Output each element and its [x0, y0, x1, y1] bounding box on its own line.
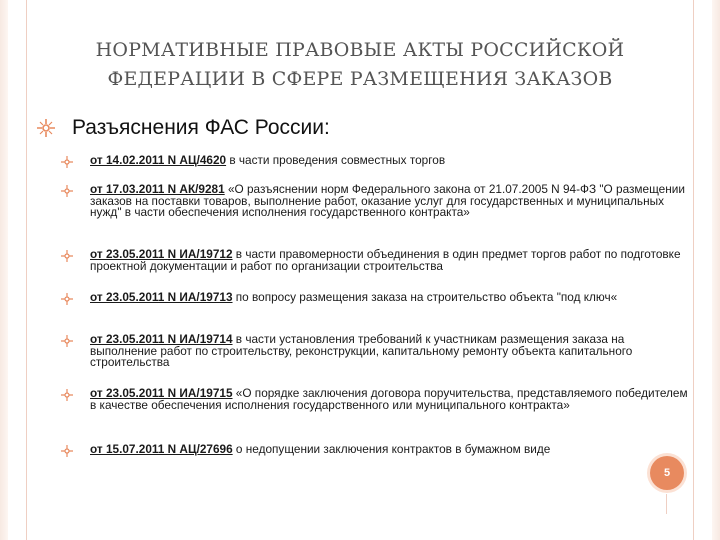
page-number: 5 — [650, 456, 684, 490]
left-frame-line — [26, 0, 27, 540]
star-bullet-icon — [60, 444, 74, 458]
page-number-stem — [666, 494, 667, 514]
list-item-text — [90, 292, 617, 306]
list-item-text — [90, 388, 690, 411]
list-item — [60, 388, 690, 411]
list-item — [60, 184, 690, 219]
document-link[interactable]: от 17.03.2011 N АК/9281 — [90, 182, 225, 196]
slide-title-line-1: НОРМАТИВНЫЕ ПРАВОВЫЕ АКТЫ РОССИЙСКОЙ — [95, 39, 625, 61]
star-bullet-icon — [60, 388, 74, 402]
document-link[interactable]: от 14.02.2011 N АЦ/4620 — [90, 153, 227, 167]
document-description: в части правомерности объединения в один предмет торгов работ по подготовке проектной документации и работ по организации строительства — [90, 247, 681, 273]
document-description: в части установления требований к участникам размещения заказа на выполнение работ по строительству, реконструкции, капитальному ремонту объекта капитального строительства — [90, 332, 633, 369]
right-frame-border — [712, 0, 720, 540]
list-item — [60, 249, 690, 272]
list-item-text — [90, 334, 690, 369]
list-item — [60, 155, 690, 169]
star-bullet-icon — [60, 292, 74, 306]
list-item — [60, 334, 690, 369]
star-bullet-icon — [60, 334, 74, 348]
list-item — [60, 444, 690, 458]
document-link[interactable]: от 23.05.2011 N ИА/19712 — [90, 247, 233, 261]
document-description: «О порядке заключения договора поручительства, представляемого победителем в качестве обеспечения исполнения государственного или муниципального контракта» — [90, 386, 688, 412]
right-frame-line — [693, 0, 694, 540]
document-description: по вопросу размещения заказа на строительство объекта "под ключ« — [232, 290, 618, 304]
document-link[interactable]: от 23.05.2011 N ИА/19713 — [90, 290, 233, 304]
slide-title-line-2: ФЕДЕРАЦИИ В СФЕРЕ РАЗМЕЩЕНИЯ ЗАКАЗОВ — [107, 68, 613, 90]
slide-title — [40, 36, 680, 94]
document-description: «О разъяснении норм Федерального закона от 21.07.2005 N 94-ФЗ "О размещении заказов на поставки товаров, выполнение работ, оказание услуг для государственных и муниципальных нужд" в части обеспечения исполнения государственного контракта» — [90, 182, 685, 219]
list-item-text — [90, 155, 445, 169]
document-description: о недопущении заключения контрактов в бумажном виде — [232, 442, 551, 456]
list-item-text — [90, 444, 550, 458]
star-bullet-icon — [36, 118, 56, 138]
left-frame-border — [0, 0, 8, 540]
section-heading — [36, 116, 330, 140]
document-link[interactable]: от 15.07.2011 N АЦ/27696 — [90, 442, 233, 456]
document-link[interactable]: от 23.05.2011 N ИА/19715 — [90, 386, 233, 400]
document-description: в части проведения совместных торгов — [226, 153, 446, 167]
document-link[interactable]: от 23.05.2011 N ИА/19714 — [90, 332, 233, 346]
star-bullet-icon — [60, 155, 74, 169]
section-heading-text: Разъяснения ФАС России: — [72, 116, 330, 139]
list-item — [60, 292, 690, 306]
page-number-badge — [646, 452, 686, 512]
star-bullet-icon — [60, 184, 74, 198]
list-item-text — [90, 249, 690, 272]
list-item-text — [90, 184, 690, 219]
star-bullet-icon — [60, 249, 74, 263]
